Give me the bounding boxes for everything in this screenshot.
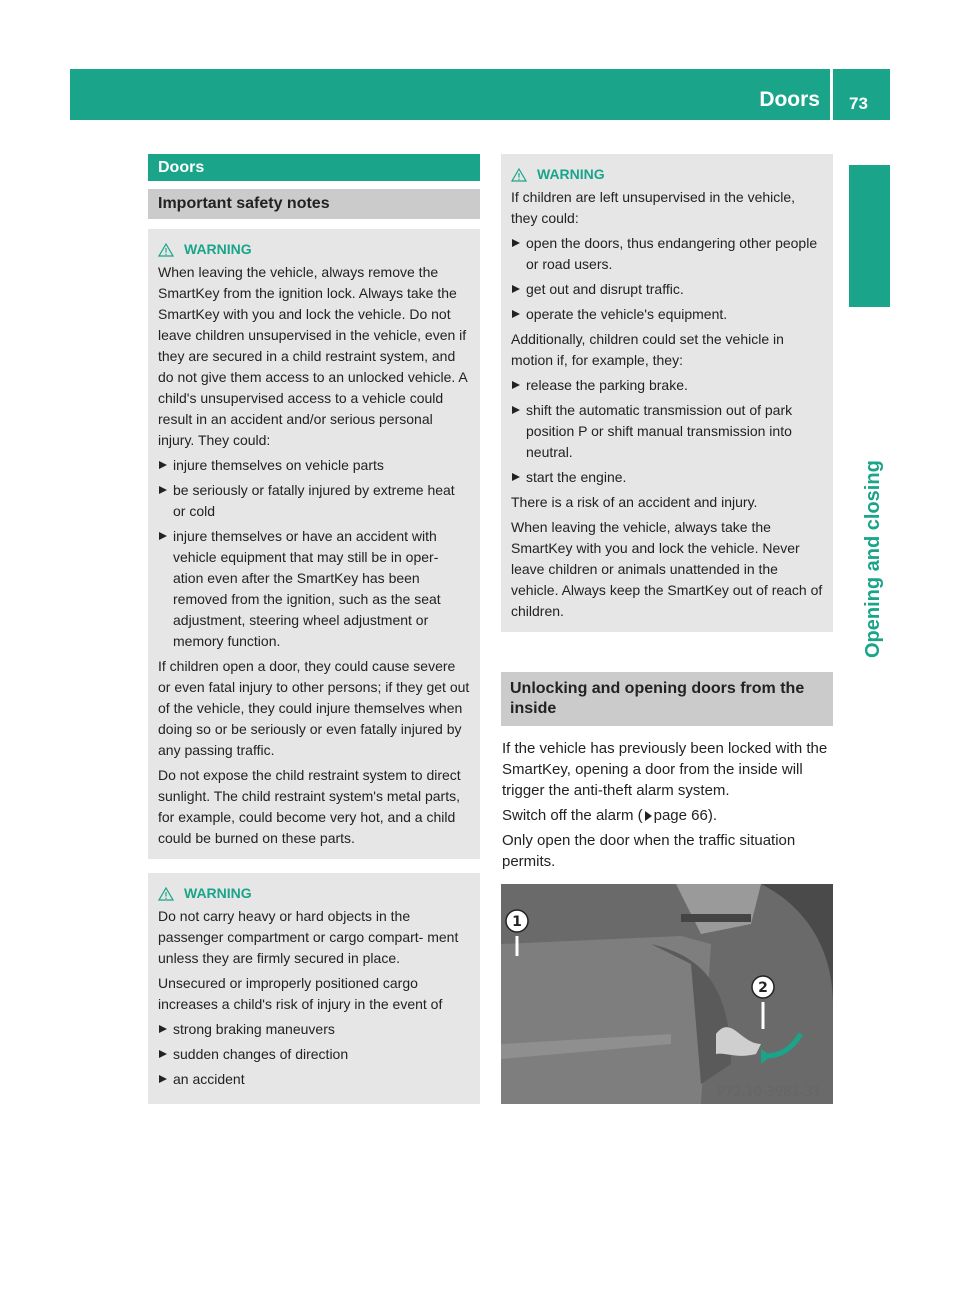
side-tab-label xyxy=(838,318,898,678)
list-item: shift the automatic transmission out of park position P or shift manual transmission into neutral. xyxy=(511,400,824,463)
warning-title-text: WARNING xyxy=(184,241,252,257)
list-item: sudden changes of direction xyxy=(158,1044,471,1065)
text-span: Switch off the alarm ( xyxy=(502,807,643,824)
warning-title-text: WARNING xyxy=(184,885,252,901)
warning-bullet-list xyxy=(158,455,471,652)
list-item: release the parking brake. xyxy=(511,375,824,396)
right-column xyxy=(501,154,833,1104)
callout-1: 1 xyxy=(512,914,522,930)
list-item: injure themselves on vehicle parts xyxy=(158,455,471,476)
list-item: open the doors, thus endangering other people or road users. xyxy=(511,233,824,275)
warning-triangle-icon xyxy=(158,243,174,257)
warning-box-2 xyxy=(148,873,480,1104)
warning-title-text: WARNING xyxy=(537,166,605,182)
warning-box-3 xyxy=(501,154,833,632)
page-reference-link[interactable]: page 66). xyxy=(653,807,718,824)
page-header-bar xyxy=(70,69,890,120)
warning-text: If children open a door, they could cause severe or even fatal injury to other persons; if they get out of the vehicle, they could injure themselves when doing so or be seriously or even fatally injured by any passing traffic. xyxy=(158,658,470,758)
body-text xyxy=(501,738,833,872)
section-heading-unlocking: Unlocking and opening doors from the inside xyxy=(501,672,833,726)
list-item: strong braking maneuvers xyxy=(158,1019,471,1040)
warning-text: When leaving the vehicle, always remove the SmartKey from the ignition lock. Always take the SmartKey with you and lock the vehicle. Do not leave children unsupervised in the vehicle, even if they are secured in a child restraint system, and do not give them access to an unlocked vehicle. A child's unsupervised access to a vehicle could result in an accident and/or serious personal injury. They could: xyxy=(158,264,467,448)
side-tab-label-text: Opening and closing xyxy=(862,460,884,658)
warning-bullet-list xyxy=(158,1019,471,1090)
warning-text: Do not expose the child restraint system to direct sunlight. The child restraint system's metal parts, for example, could become very hot, and a child could be burned on these parts. xyxy=(158,767,461,846)
warning-triangle-icon xyxy=(158,887,174,901)
warning-text: Additionally, children could set the vehicle in motion if, for example, they: xyxy=(511,331,784,368)
list-item: start the engine. xyxy=(511,467,824,488)
warning-title xyxy=(511,164,824,185)
page-reference-arrow-icon xyxy=(645,811,652,821)
callout-2: 2 xyxy=(758,980,768,996)
list-item: injure themselves or have an accident with vehicle equipment that may still be in oper- ation even after the SmartKey has been removed from the ignition, such as the seat adjustment, steering wheel adjustment or memory function. xyxy=(158,526,471,652)
warning-bullet-list xyxy=(511,375,824,488)
list-item: an accident xyxy=(158,1069,471,1090)
figure-code: P72.10-3981-31 xyxy=(716,1085,821,1100)
page-number: 73 xyxy=(849,94,868,113)
header-section-title: Doors xyxy=(759,88,820,111)
warning-text: Do not carry heavy or hard objects in the passenger compartment or cargo compart- ment unless they are firmly secured in place. xyxy=(158,908,459,966)
subheading-safety-notes: Important safety notes xyxy=(148,189,480,219)
warning-box-1 xyxy=(148,229,480,859)
side-tab-marker xyxy=(849,165,890,307)
warning-bullet-list xyxy=(511,233,824,325)
left-column xyxy=(148,154,480,1104)
warning-title xyxy=(158,883,471,904)
warning-title xyxy=(158,239,471,260)
door-interior-photo xyxy=(501,884,833,1104)
list-item: operate the vehicle's equipment. xyxy=(511,304,824,325)
warning-text: If children are left unsupervised in the vehicle, they could: xyxy=(511,189,796,226)
list-item: get out and disrupt traffic. xyxy=(511,279,824,300)
warning-triangle-icon xyxy=(511,168,527,182)
header-divider xyxy=(830,69,833,120)
warning-text: Unsecured or improperly positioned cargo increases a child's risk of injury in the event of xyxy=(158,975,443,1012)
paragraph-alarm-reference xyxy=(502,805,833,826)
list-item: be seriously or fatally injured by extreme heat or cold xyxy=(158,480,471,522)
warning-text: When leaving the vehicle, always take the SmartKey with you and lock the vehicle. Never leave children or animals unattended in the vehicle. Always keep the SmartKey out of reach of children. xyxy=(511,519,823,619)
door-interior-illustration xyxy=(501,884,833,1104)
section-heading-doors: Doors xyxy=(148,154,480,181)
paragraph: Only open the door when the traffic situation permits. xyxy=(502,832,796,870)
paragraph: If the vehicle has previously been locked with the SmartKey, opening a door from the inside will trigger the anti-theft alarm system. xyxy=(502,740,828,799)
warning-text: There is a risk of an accident and injury. xyxy=(511,494,758,510)
